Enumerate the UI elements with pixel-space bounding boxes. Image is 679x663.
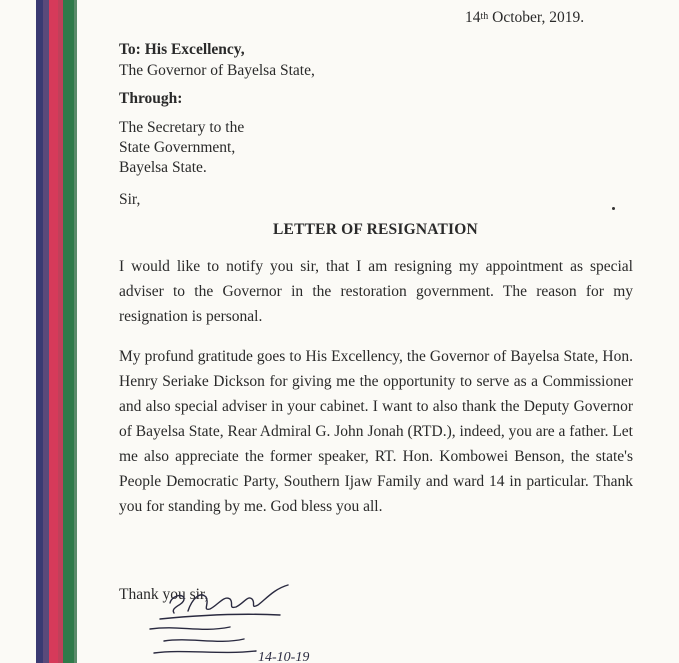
signature-date: 14-10-19: [258, 650, 310, 663]
letter-heading: LETTER OF RESIGNATION: [273, 221, 478, 238]
letter-date: 14th October, 2019.: [465, 9, 585, 26]
border-stripe-light-green: [74, 0, 77, 663]
ink-dot: [612, 207, 615, 210]
border-stripe-green: [63, 0, 74, 663]
through-line-2: State Government,: [119, 139, 236, 156]
through-line-3: Bayelsa State.: [119, 159, 207, 176]
paragraph-1: I would like to notify you sir, that I am resigning my appointment as special adviser to the Governor in the restoration government. The reason for my resignation is personal.: [119, 258, 633, 325]
signature: [140, 575, 340, 663]
border-stripe-red: [49, 0, 58, 663]
through-label: Through:: [119, 90, 183, 107]
salutation: Sir,: [119, 191, 141, 208]
through-line-1: The Secretary to the: [119, 119, 245, 136]
paragraph-2: My profund gratitude goes to His Excellency, the Governor of Bayelsa State, Hon. Henry Seriake Dickson for giving me the opportunity to serve as a Commissioner and also special adviser in your cabinet. I want to also thank the Deputy Governor of Bayelsa State, Rear Admiral G. John Jonah (RTD.), indeed, you are a father. Let me also appreciate the former speaker, RT. Hon. Kombowei Benson, the state's People Democratic Party, Southern Ijaw Family and ward 14 in particular. Thank you for standing by me. God bless you all.: [119, 348, 633, 515]
border-stripe-blue: [36, 0, 43, 663]
recipient-label: To: His Excellency,: [119, 41, 245, 58]
closing: Thank you sir,: [119, 586, 209, 603]
recipient-line: The Governor of Bayelsa State,: [119, 62, 315, 79]
